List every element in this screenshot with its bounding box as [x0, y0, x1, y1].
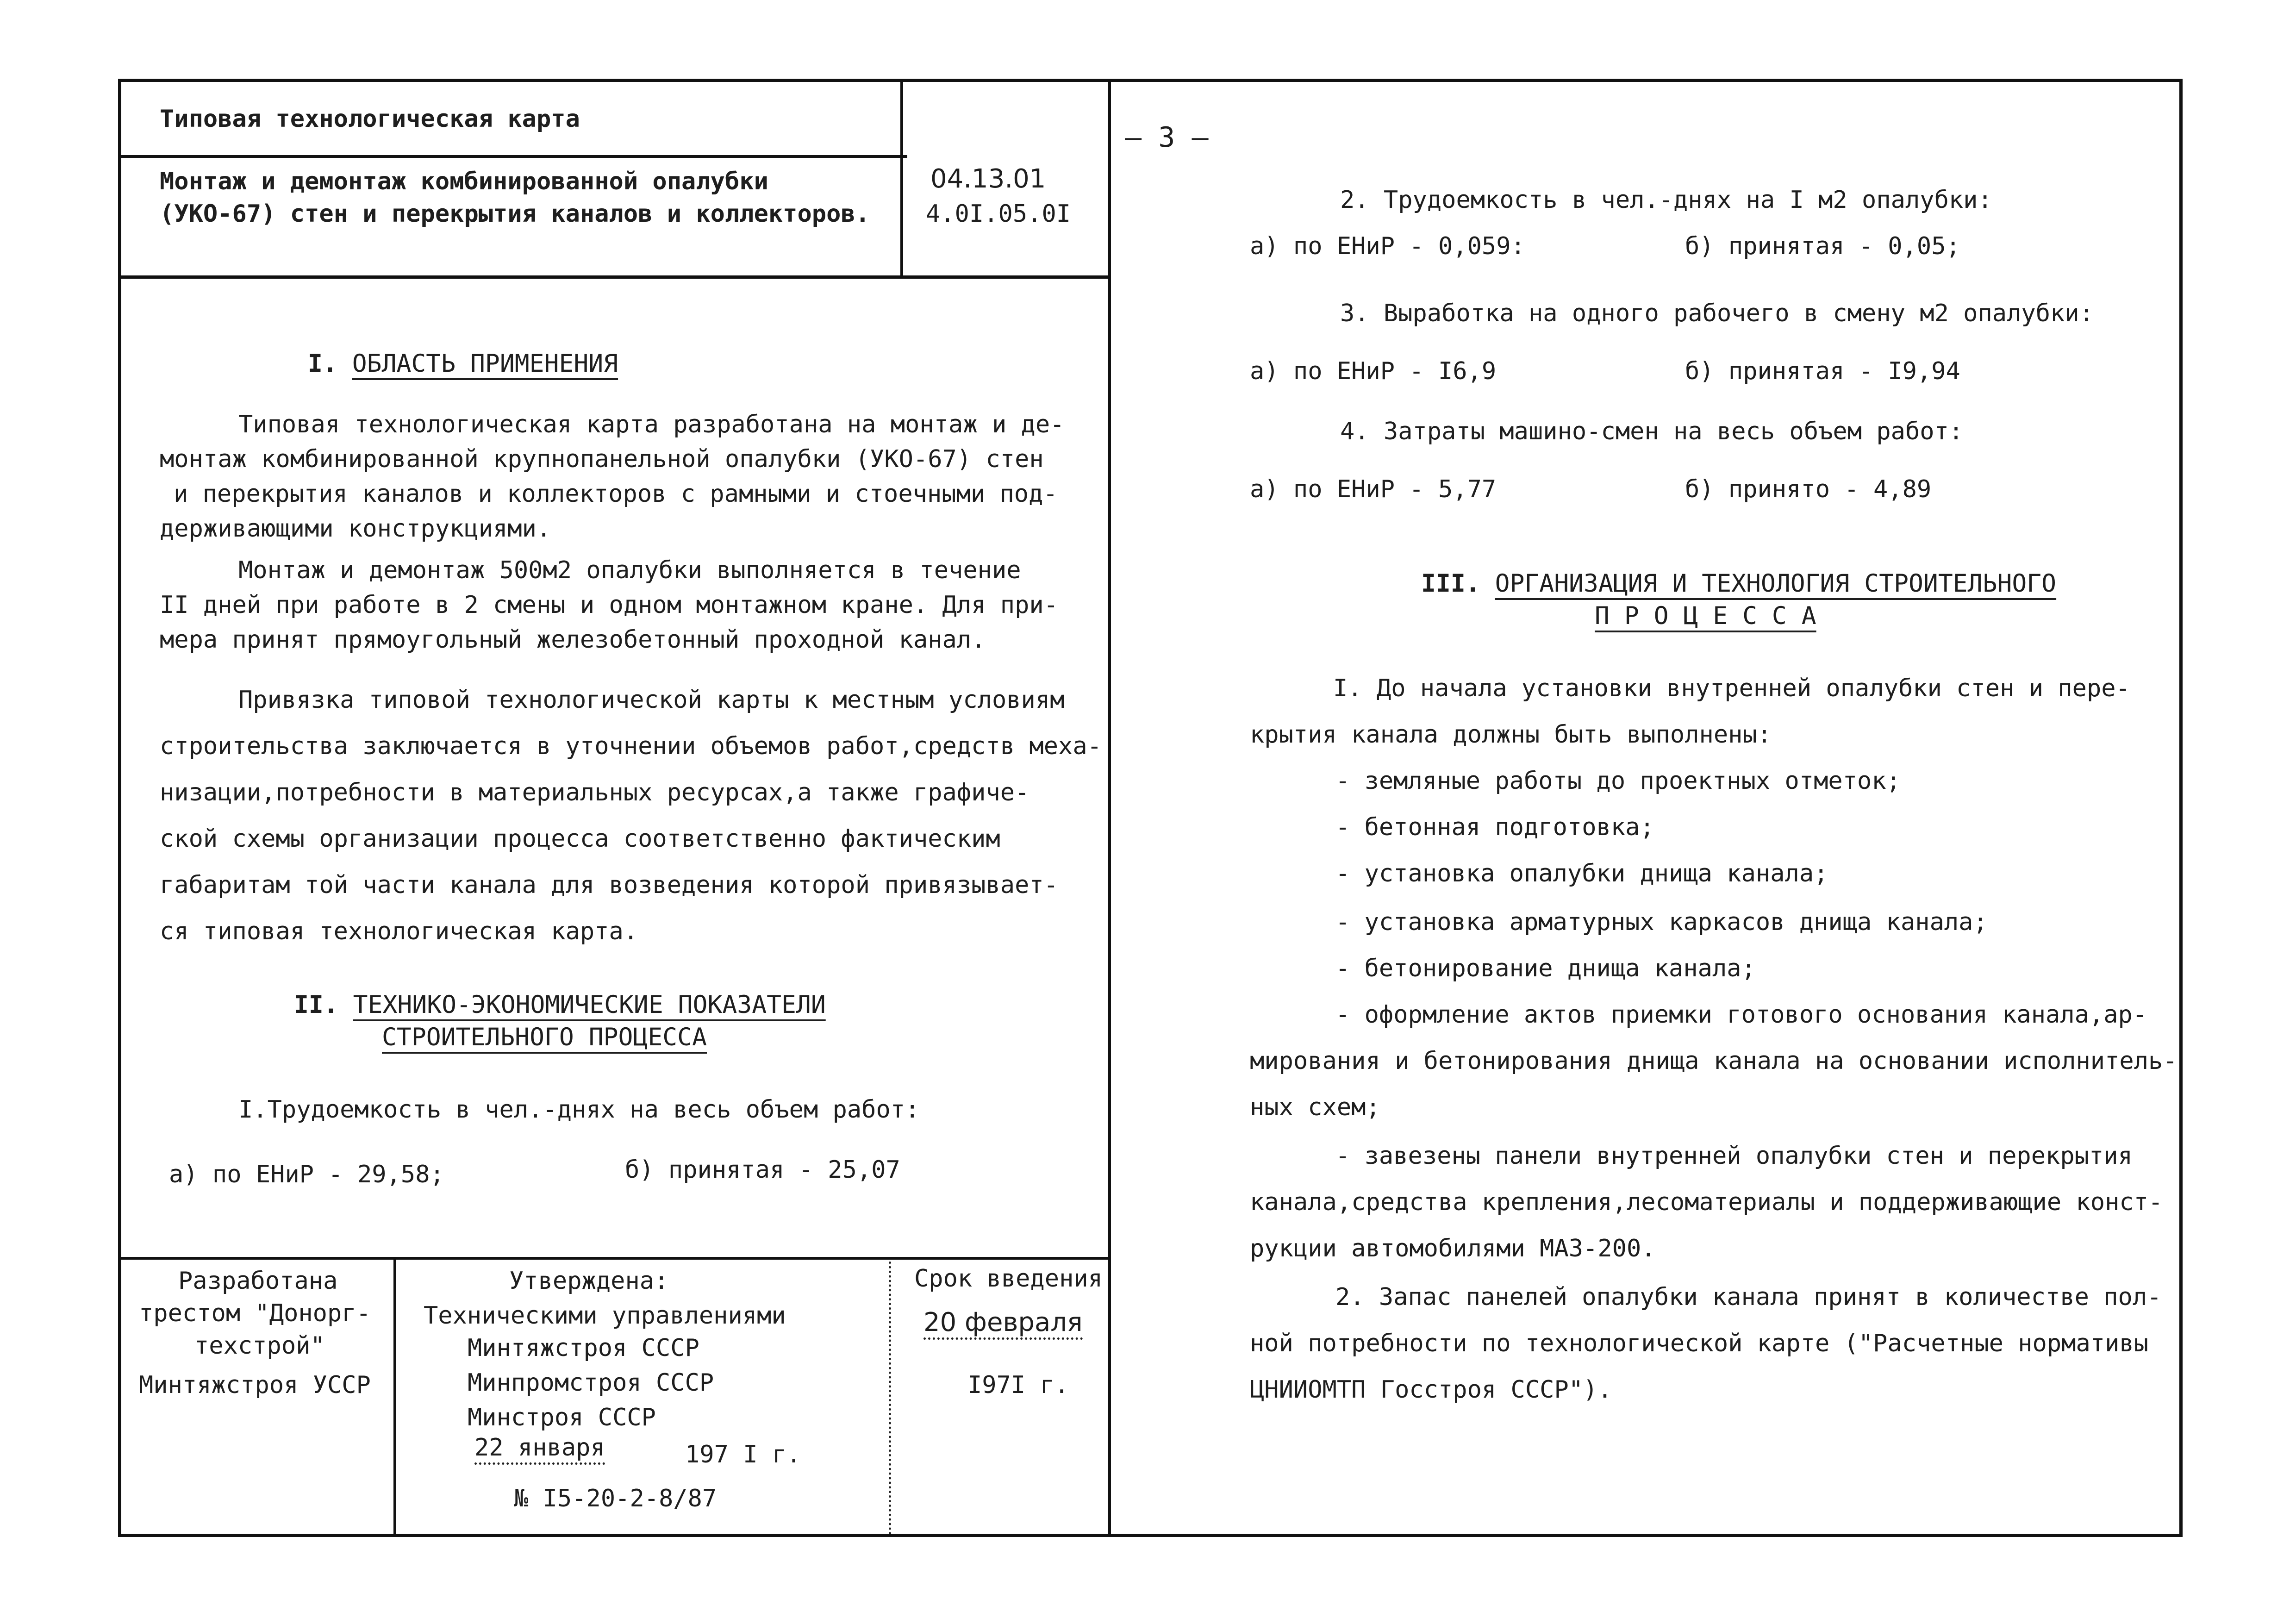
s3-p4-line3: ЦНИИОМТП Госстроя СССР").	[1250, 1376, 1612, 1404]
header-code-line2: 4.0I.05.0I	[926, 200, 1071, 228]
approval-col2-line2: Минтяжстроя СССР	[468, 1334, 699, 1362]
s1-p2-line1: Монтаж и демонтаж 500м2 опалубки выполняется в течение	[238, 556, 1021, 584]
approval-col2-line1: Техническими управлениями	[424, 1302, 786, 1330]
header-code-line1: 04.13.01	[930, 164, 1046, 194]
approval-col1-line2: трестом "Донорг-	[139, 1299, 371, 1327]
approval-col2-line3: Минпромстроя СССР	[468, 1369, 714, 1397]
s1-p3-line3: низации,потребности в материальных ресурсах,а также графиче-	[160, 779, 1029, 806]
section3-heading-text1: ОРГАНИЗАЦИЯ И ТЕХНОЛОГИЯ СТРОИТЕЛЬНОГО	[1495, 569, 2057, 598]
s3-bullet-5: - бетонирование днища канала;	[1335, 955, 1756, 982]
approval-col1-line1: Разработана	[178, 1267, 338, 1295]
s2-item2-a: а) по ЕНиР - 0,059:	[1250, 232, 1525, 260]
approval-col1-line3: техстрой"	[194, 1332, 325, 1360]
header-title-line	[118, 155, 907, 158]
s3-p3-line2: канала,средства крепления,лесоматериалы и поддерживающие конст-	[1250, 1188, 2163, 1216]
approval-top-line	[118, 1257, 1111, 1260]
s2-item4: 4. Затраты машино-смен на весь объем работ:	[1340, 418, 1964, 445]
header-subtitle-line2: (УКО-67) стен и перекрытия каналов и коллекторов.	[160, 200, 870, 228]
s2-item1-b: б) принятая - 25,07	[625, 1156, 900, 1184]
section1-heading-num: I.	[308, 350, 337, 378]
approval-col-divider-1	[393, 1257, 396, 1537]
s1-p3-line4: ской схемы организации процесса соответственно фактическим	[160, 825, 1000, 853]
approval-col3-title: Срок введения	[914, 1265, 1103, 1293]
s1-p2-line3: мера принят прямоугольный железобетонный проходной канал.	[160, 626, 986, 654]
s2-item3: 3. Выработка на одного рабочего в смену м2 опалубки:	[1340, 300, 2094, 327]
s2-item2: 2. Трудоемкость в чел.-днях на I м2 опалубки:	[1340, 186, 1992, 214]
s3-p2-line2: мирования и бетонирования днища канала на основании исполнитель-	[1250, 1047, 2177, 1075]
s3-bullet-4: - установка арматурных каркасов днища канала;	[1335, 908, 1988, 936]
section2-heading-text1: ТЕХНИКО-ЭКОНОМИЧЕСКИЕ ПОКАЗАТЕЛИ	[353, 991, 826, 1019]
header-title: Типовая технологическая карта	[160, 105, 580, 133]
s3-bullet-3: - установка опалубки днища канала;	[1335, 860, 1828, 887]
s3-p4-line1: 2. Запас панелей опалубки канала принят в количестве пол-	[1335, 1283, 2162, 1311]
page-number: – 3 –	[1125, 121, 1209, 154]
s1-p2-line2: II дней при работе в 2 смены и одном монтажном кране. Для при-	[160, 591, 1059, 619]
s1-p1-line3: и перекрытия каналов и коллекторов с рамными и стоечными под-	[174, 480, 1058, 508]
header-code-divider	[900, 79, 903, 278]
s3-p4-line2: ной потребности по технологической карте ("Расчетные нормативы	[1250, 1330, 2149, 1357]
s2-item1-a: а) по ЕНиР - 29,58;	[169, 1161, 444, 1188]
approval-col2-date-year: 197 I г.	[685, 1441, 801, 1468]
s2-item3-a: а) по ЕНиР - I6,9	[1250, 357, 1497, 385]
section3-heading-line1	[1421, 569, 2056, 598]
s3-bullet-2: - бетонная подготовка;	[1335, 813, 1654, 841]
s1-p1-line1: Типовая технологическая карта разработана на монтаж и де-	[238, 411, 1065, 438]
section2-heading-line1	[294, 991, 826, 1019]
s2-item4-a: а) по ЕНиР - 5,77	[1250, 475, 1497, 503]
approval-col2-line4: Минстроя СССР	[468, 1404, 656, 1431]
s3-p3-line3: рукции автомобилями МАЗ-200.	[1250, 1235, 1656, 1262]
page-vertical-divider	[1108, 79, 1111, 1537]
s1-p3-line2: строительства заключается в уточнении объемов работ,средств меха-	[160, 732, 1102, 760]
approval-col2-title: Утверждена:	[509, 1267, 669, 1295]
section2-heading-line2: СТРОИТЕЛЬНОГО ПРОЦЕССА	[382, 1023, 707, 1051]
s3-p1-line2: крытия канала должны быть выполнены:	[1250, 721, 1772, 749]
s3-p2-line3: ных схем;	[1250, 1093, 1380, 1121]
s1-p1-line4: держивающими конструкциями.	[160, 515, 551, 543]
approval-col1-line4: Минтяжстроя УССР	[139, 1371, 371, 1399]
approval-col2-number: № I5-20-2-8/87	[514, 1485, 717, 1512]
approval-col3-year: I97I г.	[967, 1371, 1069, 1399]
s2-item2-b: б) принятая - 0,05;	[1685, 232, 1960, 260]
approval-col2-date-day: 22 января	[474, 1433, 605, 1465]
s3-bullet-1: - земляные работы до проектных отметок;	[1335, 767, 1901, 795]
s3-p2-line1: - оформление актов приемки готового основания канала,ар-	[1335, 1001, 2147, 1029]
s1-p3-line5: габаритам той части канала для возведения которой привязывает-	[160, 871, 1059, 899]
s1-p1-line2: монтаж комбинированной крупнопанельной опалубки (УКО-67) стен	[160, 445, 1044, 473]
s2-item4-b: б) принято - 4,89	[1685, 475, 1932, 503]
s2-item1: I.Трудоемкость в чел.-днях на весь объем работ:	[238, 1096, 920, 1124]
section3-heading-num: III.	[1421, 569, 1480, 598]
s1-p3-line6: ся типовая технологическая карта.	[160, 918, 638, 945]
approval-col3-date: 20 февраля	[923, 1308, 1083, 1340]
s3-p1-line1: I. До начала установки внутренней опалубки стен и пере-	[1333, 675, 2130, 702]
s1-p3-line1: Привязка типовой технологической карты к местным условиям	[238, 686, 1065, 714]
header-bottom-line	[118, 275, 1111, 279]
header-subtitle-line1: Монтаж и демонтаж комбинированной опалубки	[160, 168, 768, 195]
s3-p3-line1: - завезены панели внутренней опалубки стен и перекрытия	[1335, 1142, 2133, 1170]
s2-item3-b: б) принятая - I9,94	[1685, 357, 1960, 385]
section2-heading-num: II.	[294, 991, 338, 1019]
section3-heading-line2: П Р О Ц Е С С А	[1595, 602, 1816, 630]
section1-heading-text: ОБЛАСТЬ ПРИМЕНЕНИЯ	[352, 350, 618, 378]
approval-col-divider-2	[889, 1262, 891, 1535]
section1-heading	[308, 350, 618, 378]
